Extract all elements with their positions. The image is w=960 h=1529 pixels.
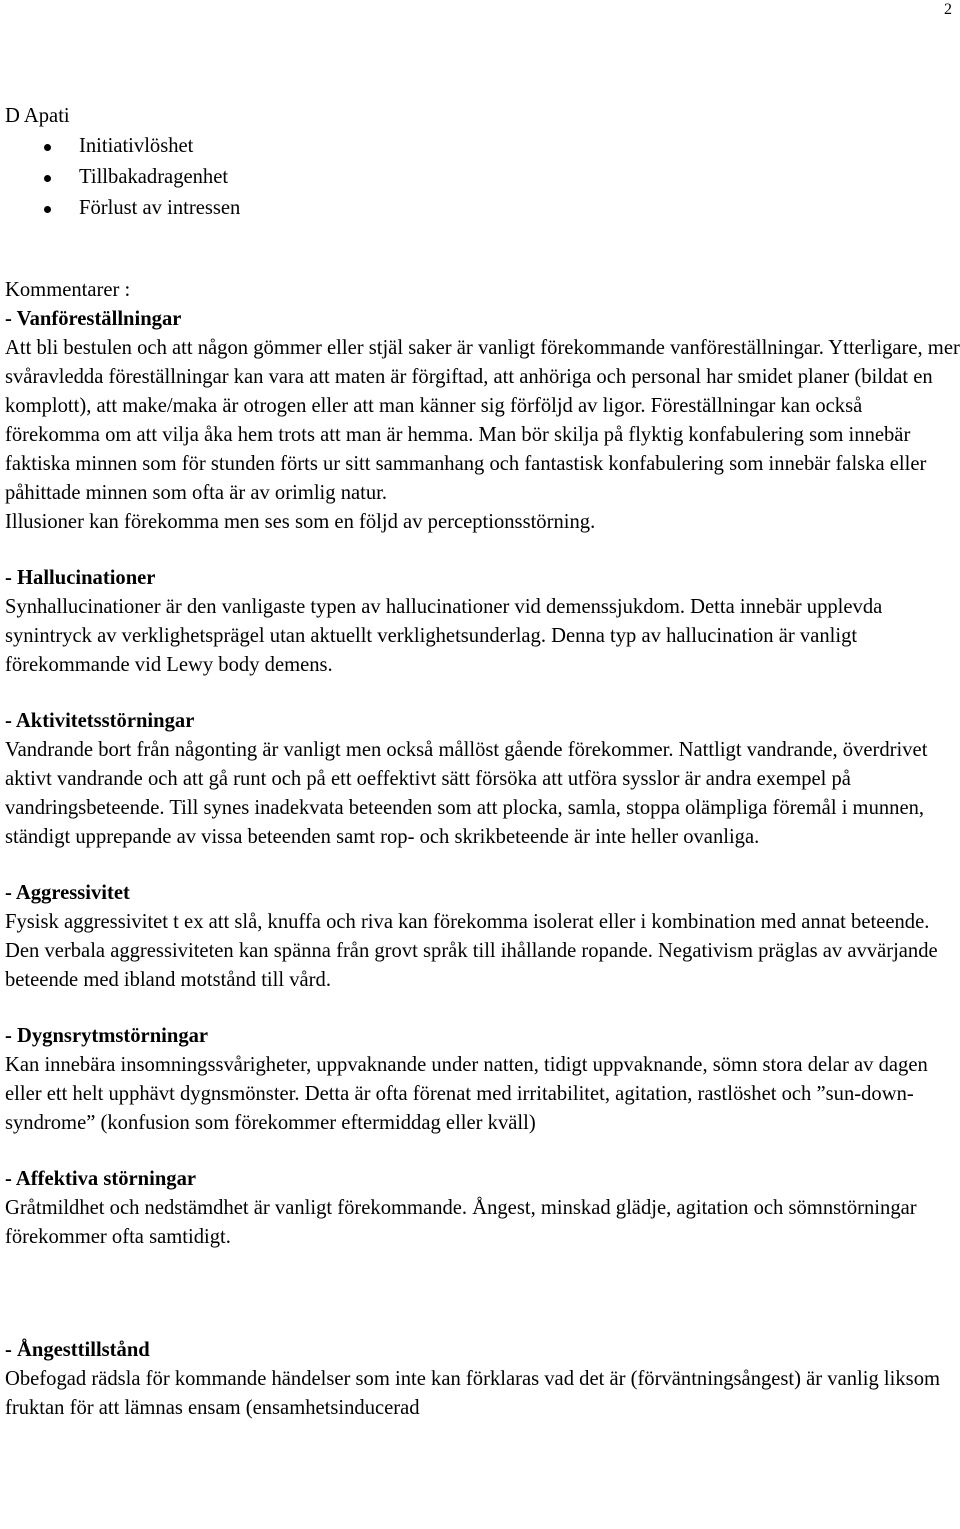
paragraph: Obefogad rädsla för kommande händelser som inte kan förklaras vad det är (förväntningsångest) är vanlig liksom fruktan för att lämnas ensam (ensamhetsinducerad xyxy=(5,1368,941,1419)
section-heading-hallucinationer: - Hallucinationer xyxy=(5,567,156,589)
paragraph: Gråtmildhet och nedstämdhet är vanligt förekommande. Ångest, minskad glädje, agitation och sömnstörningar förekommer ofta samtidigt. xyxy=(5,1197,917,1248)
list-item: Tillbakadragenhet xyxy=(5,162,960,193)
page-number: 2 xyxy=(944,1,952,18)
section-heading-angesttillstand: - Ångesttillstånd xyxy=(5,1339,150,1361)
bullet-icon xyxy=(44,175,51,182)
paragraph: Kan innebära insomningssvårigheter, uppvaknande under natten, tidigt uppvaknande, sömn stora delar av dagen eller ett helt upphävt dygnsmönster. Detta är ofta förenat med irritabilitet, agitation, rastlöshet och ”sun-down-syndrome” (konfusion som förekommer eftermiddag eller kväll) xyxy=(5,1054,928,1134)
paragraph: Illusioner kan förekomma men ses som en följd av perceptionsstörning. xyxy=(5,511,596,533)
list-item: Initiativlöshet xyxy=(5,131,960,162)
paragraph: Vandrande bort från någonting är vanligt men också mållöst gående förekommer. Nattligt vandrande, överdrivet aktivt vandrande och att gå runt och på ett oeffektivt sätt försöka att utföra sysslor är andra exempel på vandringsbeteende. Till synes inadekvata beteenden som att plocka, samla, stoppa olämpliga föremål i munnen, ständigt upprepande av vissa beteenden samt rop- och skrikbeteende är inte heller ovanliga. xyxy=(5,739,928,848)
list-item: Förlust av intressen xyxy=(5,193,960,224)
kommentarer-label: Kommentarer : xyxy=(5,279,131,301)
section-heading-aktivitetsstorningar: - Aktivitetsstörningar xyxy=(5,710,195,732)
section-heading-affektiva-storningar: - Affektiva störningar xyxy=(5,1168,197,1190)
paragraph: Synhallucinationer är den vanligaste typen av hallucinationer vid demenssjukdom. Detta innebär upplevda synintryck av verklighetsprägel utan aktuellt verklighetsunderlag. Denna typ av hallucination är vanligt förekommande vid Lewy body demens. xyxy=(5,596,883,676)
paragraph: Fysisk aggressivitet t ex att slå, knuffa och riva kan förekomma isolerat eller i kombination med annat beteende. Den verbala aggressiviteten kan spänna från grovt språk till ihållande ropande. Negativism präglas av avvärjande beteende med ibland motstånd till vård. xyxy=(5,911,938,991)
document-body xyxy=(5,102,960,1423)
paragraph: Att bli bestulen och att någon gömmer eller stjäl saker är vanligt förekommande vanföreställningar. Ytterligare, mer svåravledda föreställningar kan vara att maten är förgiftad, att anhöriga och personal har smidet planer (bildat en komplott), att make/maka är otrogen eller att man känner sig förföljd av ligor. Föreställningar kan också förekomma om att vilja åka hem trots att man är hemma. Man bör skilja på flyktig konfabulering som innebär faktiska minnen som för stunden förts ur sitt sammanhang och fantastisk konfabulering som innebär falska eller påhittade minnen som ofta är av orimlig natur. xyxy=(5,337,960,504)
section-heading-dygnsrytmstorningar: - Dygnsrytmstörningar xyxy=(5,1025,209,1047)
section-heading-aggressivitet: - Aggressivitet xyxy=(5,882,130,904)
apati-title: D Apati xyxy=(5,105,70,127)
bullet-icon xyxy=(44,206,51,213)
apati-list xyxy=(5,131,960,224)
bullet-icon xyxy=(44,144,51,151)
section-heading-vanforestallningar: - Vanföreställningar xyxy=(5,308,182,330)
